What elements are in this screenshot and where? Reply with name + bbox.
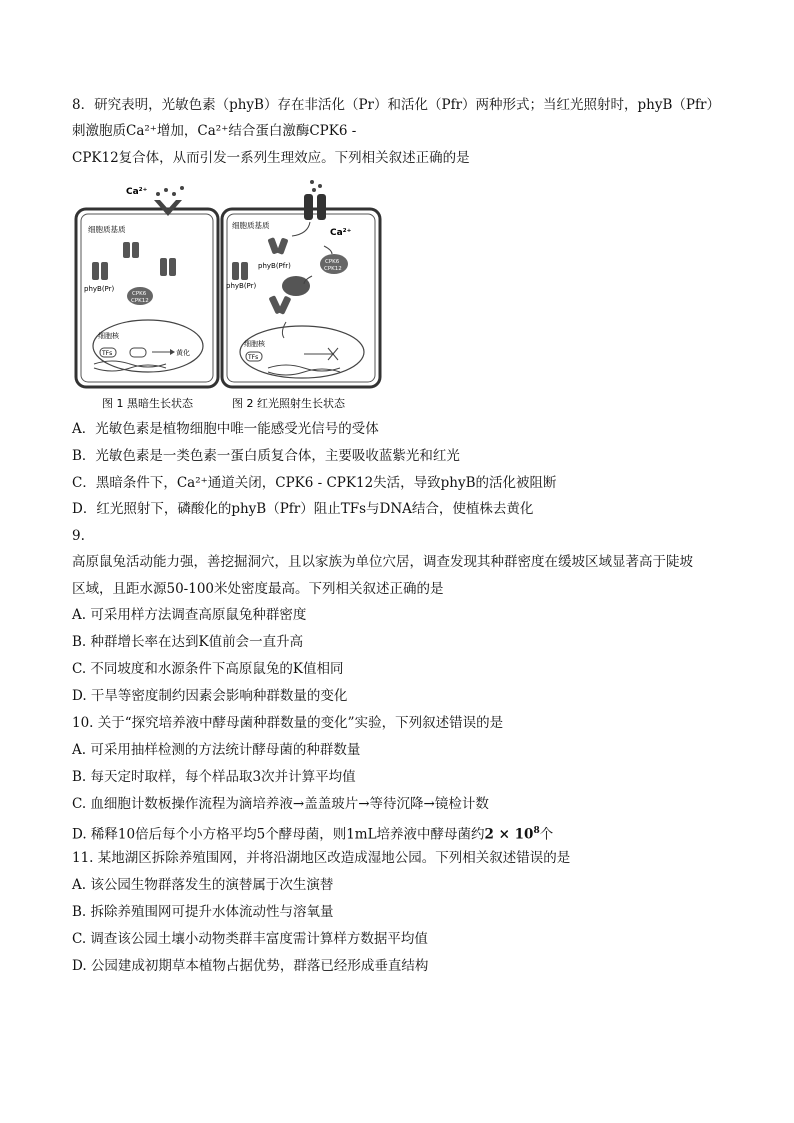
q11-option-c: C. 调查该公园土壤小动物类群丰富度需计算样方数据平均值: [72, 931, 428, 947]
q8-option-c: C．黑暗条件下，Ca²⁺通道关闭，CPK6 - CPK12失活，导致phyB的活化被阻断: [72, 475, 557, 491]
fig2-cpk-label-1: CPK6: [325, 259, 340, 265]
fig2-caption: 图 2 红光照射生长状态: [232, 397, 345, 410]
q8-stem-line-1: 8．研究表明，光敏色素（phyB）存在非活化（Pr）和活化（Pfr）两种形式；当红光照射时，phyB（Pfr）: [72, 97, 720, 113]
fig2-phyb-label-1: phyB(Pfr): [258, 262, 291, 270]
q8-stem-line-3: CPK12复合体，从而引发一系列生理效应。下列相关叙述正确的是: [72, 150, 470, 166]
q9-option-a: A. 可采用样方法调查高原鼠兔种群密度: [72, 607, 307, 623]
q10-stem: 10. 关于“探究培养液中酵母菌种群数量的变化”实验，下列叙述错误的是: [72, 715, 504, 731]
q8-stem-line-2: 刺激胞质Ca²⁺增加，Ca²⁺结合蛋白激酶CPK6 -: [72, 123, 357, 139]
fig1-cpk-label-2: CPK12: [131, 298, 149, 304]
fig1-cytoplasm-label: 细胞质基质: [88, 225, 126, 234]
fig1-caption: 图 1 黑暗生长状态: [102, 397, 193, 410]
fig2-tfs-label: TFs: [248, 354, 259, 361]
q10-option-d: [72, 822, 553, 844]
fig2-cpk-label-2: CPK12: [324, 266, 342, 272]
q10-option-d-math: 2 × 10: [484, 826, 534, 843]
q8-option-a: A．光敏色素是植物细胞中唯一能感受光信号的受体: [72, 421, 379, 437]
q10-option-a: A. 可采用抽样检测的方法统计酵母菌的种群数量: [72, 742, 361, 758]
fig1-cell-diagram: [76, 186, 218, 387]
fig1-tfs-label-1: TFs: [102, 350, 113, 357]
q10-option-c: C. 血细胞计数板操作流程为滴培养液→盖盖玻片→等待沉降→镜检计数: [72, 796, 489, 812]
fig1-ca-label: Ca²⁺: [126, 187, 148, 197]
q9-stem-line-2: 区域，且距水源50-100米处密度最高。下列相关叙述正确的是: [72, 581, 444, 597]
q9-number: 9.: [72, 528, 85, 544]
q10-option-d-exponent: 8: [533, 826, 540, 836]
q10-option-d-text: D. 稀释10倍后每个小方格平均5个酵母菌，则1mL培养液中酵母菌约: [72, 826, 485, 843]
fig2-cytoplasm-label: 细胞质基质: [232, 221, 270, 230]
q9-stem-line-1: 高原鼠兔活动能力强，善挖掘洞穴，且以家族为单位穴居，调查发现其种群密度在缓坡区域显著高于陡坡: [72, 554, 693, 570]
q8-option-d: D．红光照射下，磷酸化的phyB（Pfr）阻止TFs与DNA结合，使植株去黄化: [72, 501, 534, 517]
fig2-nucleus-label: 细胞核: [244, 340, 265, 348]
q11-option-a: A. 该公园生物群落发生的演替属于次生演替: [72, 877, 334, 893]
q9-option-c: C. 不同坡度和水源条件下高原鼠兔的K值相同: [72, 661, 344, 677]
q10-option-b: B. 每天定时取样，每个样品取3次并计算平均值: [72, 769, 356, 785]
fig1-phyb-label: phyB(Pr): [84, 285, 115, 293]
fig2-ca-label: Ca²⁺: [330, 228, 352, 238]
fig1-yellowing-label: 黄化: [176, 349, 190, 357]
fig2-phyb-label-2: phyB(Pr): [226, 282, 257, 290]
q9-option-d: D. 干旱等密度制约因素会影响种群数量的变化: [72, 688, 348, 704]
q11-option-b: B. 拆除养殖围网可提升水体流动性与溶氧量: [72, 904, 334, 920]
fig1-cpk-label-1: CPK6: [132, 291, 147, 297]
q11-option-d: D. 公园建成初期草本植物占据优势，群落已经形成垂直结构: [72, 958, 429, 974]
q10-option-d-unit: 个: [539, 826, 554, 843]
q8-figure: [72, 176, 388, 412]
fig1-nucleus-label: 细胞核: [98, 332, 119, 340]
q11-stem: 11. 某地湖区拆除养殖围网，并将沿湖地区改造成湿地公园。下列相关叙述错误的是: [72, 850, 571, 866]
q9-option-b: B. 种群增长率在达到K值前会一直升高: [72, 634, 304, 650]
fig2-cell-diagram: [222, 180, 380, 387]
q8-option-b: B．光敏色素是一类色素一蛋白质复合体，主要吸收蓝紫光和红光: [72, 448, 460, 464]
